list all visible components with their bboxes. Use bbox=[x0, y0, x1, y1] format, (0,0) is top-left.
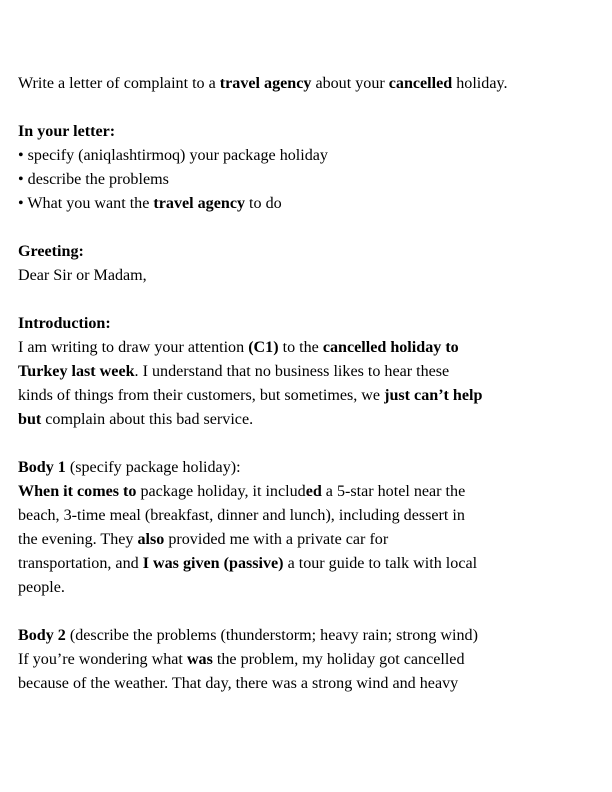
bullet-text: • What you want the bbox=[18, 195, 154, 212]
intro-bold: cancelled holiday to bbox=[322, 339, 459, 356]
body2-line bbox=[18, 648, 598, 672]
introduction-line bbox=[18, 384, 598, 408]
body1-text: the evening. They bbox=[18, 531, 138, 548]
body2-text: If you’re wondering what bbox=[18, 651, 187, 668]
body1-text: package holiday, it includ bbox=[136, 483, 306, 500]
bullet-item bbox=[18, 192, 598, 216]
body1-line: people. bbox=[18, 579, 65, 596]
introduction-line bbox=[18, 360, 598, 384]
task-text-1: Write a letter of complaint to a bbox=[18, 75, 220, 92]
intro-bold: Turkey last week bbox=[18, 363, 135, 380]
spacer bbox=[18, 600, 598, 624]
body2-bold: was bbox=[186, 651, 213, 668]
body1-bold: ed bbox=[305, 483, 322, 500]
task-bold-travel-agency: travel agency bbox=[219, 75, 312, 92]
spacer bbox=[18, 432, 598, 456]
body1-text: transportation, and bbox=[18, 555, 143, 572]
intro-text: kinds of things from their customers, but sometimes, we bbox=[18, 387, 385, 404]
body2-text: the problem, my holiday got cancelled bbox=[212, 651, 465, 668]
spacer bbox=[18, 96, 598, 120]
intro-bold: (C1) bbox=[248, 339, 279, 356]
body1-heading bbox=[18, 456, 598, 480]
body1-line: beach, 3-time meal (breakfast, dinner and lunch), including dessert in bbox=[18, 507, 465, 524]
spacer bbox=[18, 288, 598, 312]
body1-text: a 5-star hotel near the bbox=[321, 483, 466, 500]
introduction-line bbox=[18, 336, 598, 360]
intro-text: I am writing to draw your attention bbox=[18, 339, 249, 356]
greeting-heading-text: Greeting: bbox=[18, 243, 84, 260]
intro-text: to the bbox=[278, 339, 323, 356]
spacer bbox=[18, 216, 598, 240]
intro-bold: just can’t help bbox=[384, 387, 483, 404]
intro-text: . I understand that no business likes to hear these bbox=[134, 363, 450, 380]
body1-heading-text: (specify package holiday): bbox=[65, 459, 241, 476]
intro-text: complain about this bad service. bbox=[41, 411, 254, 428]
document-page bbox=[18, 72, 598, 696]
bullet-text: to do bbox=[245, 195, 282, 212]
body2-line: because of the weather. That day, there was a strong wind and heavy bbox=[18, 675, 459, 692]
introduction-heading-text: Introduction: bbox=[18, 315, 111, 332]
bullet-bold: travel agency bbox=[153, 195, 246, 212]
bullet-item: • specify (aniqlashtirmoq) your package holiday bbox=[18, 147, 328, 164]
body1-text: a tour guide to talk with local bbox=[283, 555, 478, 572]
greeting-text: Dear Sir or Madam, bbox=[18, 267, 147, 284]
body1-bold: I was given (passive) bbox=[142, 555, 284, 572]
greeting-heading bbox=[18, 240, 598, 264]
body1-line bbox=[18, 480, 598, 504]
task-text-3: holiday. bbox=[452, 75, 508, 92]
body1-line bbox=[18, 528, 598, 552]
in-your-letter-heading-text: In your letter: bbox=[18, 123, 116, 140]
body1-text: provided me with a private car for bbox=[164, 531, 389, 548]
task-bold-cancelled: cancelled bbox=[388, 75, 453, 92]
body2-heading bbox=[18, 624, 598, 648]
task-prompt bbox=[18, 72, 598, 96]
body2-heading-bold: Body 2 bbox=[18, 627, 66, 644]
intro-bold: but bbox=[18, 411, 42, 428]
body1-heading-bold: Body 1 bbox=[18, 459, 66, 476]
task-text-2: about your bbox=[311, 75, 389, 92]
body1-line bbox=[18, 552, 598, 576]
in-your-letter-heading bbox=[18, 120, 598, 144]
introduction-heading bbox=[18, 312, 598, 336]
introduction-line bbox=[18, 408, 598, 432]
body2-heading-text: (describe the problems (thunderstorm; heavy rain; strong wind) bbox=[65, 627, 478, 644]
body1-bold: When it comes to bbox=[18, 483, 137, 500]
bullet-item: • describe the problems bbox=[18, 171, 169, 188]
body1-bold: also bbox=[137, 531, 165, 548]
